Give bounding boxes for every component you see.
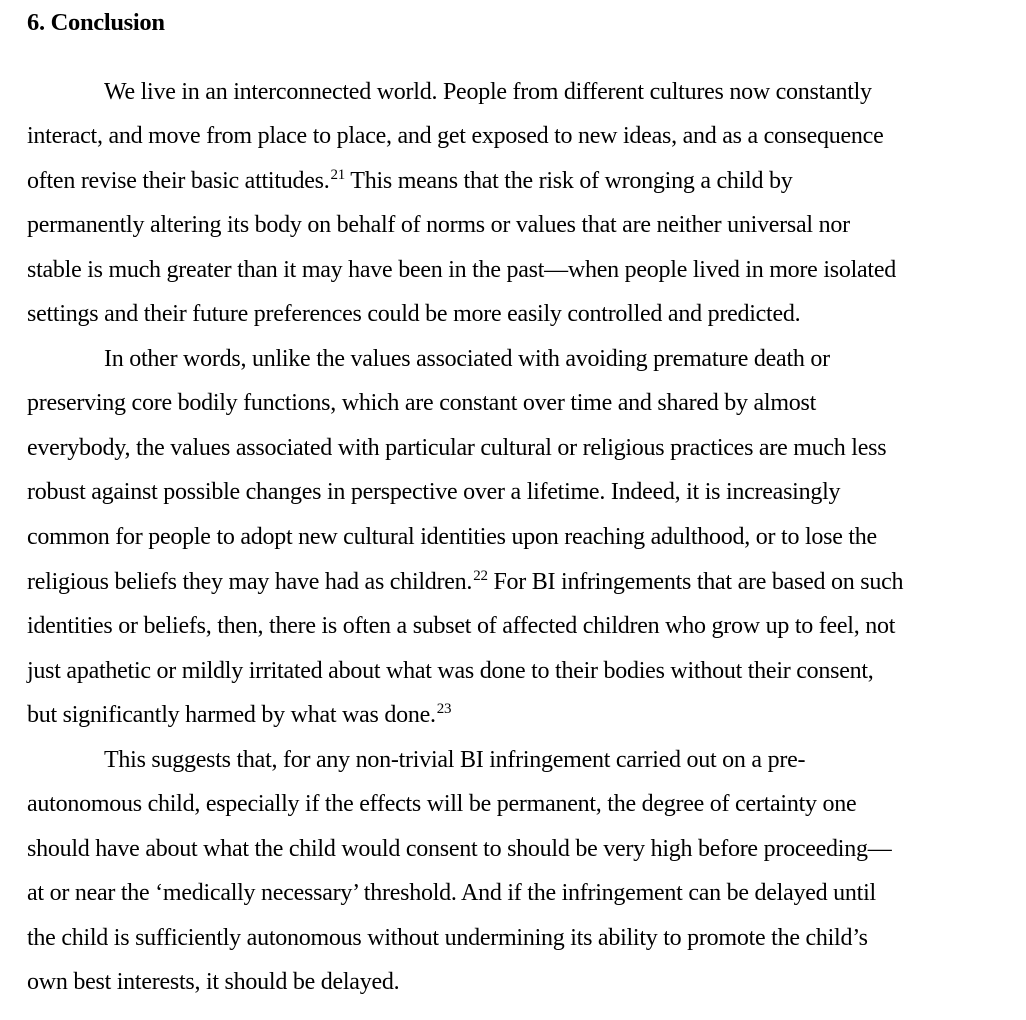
line-text: but significantly harmed by what was done. [27, 702, 436, 728]
footnote-ref: 21 [330, 167, 345, 183]
text-line: own best interests, it should be delayed. [27, 969, 400, 995]
text-line: interact, and move from place to place, and get exposed to new ideas, and as a consequence [27, 123, 884, 149]
text-line: permanently altering its body on behalf of norms or values that are neither universal nor [27, 212, 850, 238]
footnote-ref: 22 [473, 568, 488, 584]
text-line [27, 166, 792, 196]
line-text: religious beliefs they may have had as children. [27, 569, 473, 595]
text-line [27, 567, 903, 597]
text-line: robust against possible changes in perspective over a lifetime. Indeed, it is increasingly [27, 479, 841, 505]
line-text-after-note: For BI infringements that are based on such [487, 569, 904, 595]
text-line: In other words, unlike the values associated with avoiding premature death or [104, 346, 830, 372]
text-line: just apathetic or mildly irritated about what was done to their bodies without their consent, [27, 658, 874, 684]
text-line: at or near the ‘medically necessary’ threshold. And if the infringement can be delayed until [27, 880, 876, 906]
text-line [27, 700, 451, 730]
line-text-after-note: This means that the risk of wronging a child by [344, 168, 793, 194]
text-line: everybody, the values associated with particular cultural or religious practices are much less [27, 435, 887, 461]
section-heading: 6. Conclusion [27, 9, 165, 36]
text-line: preserving core bodily functions, which are constant over time and shared by almost [27, 390, 817, 416]
text-line: settings and their future preferences could be more easily controlled and predicted. [27, 301, 801, 327]
text-line: identities or beliefs, then, there is often a subset of affected children who grow up to feel, not [27, 613, 896, 639]
text-line: the child is sufficiently autonomous without undermining its ability to promote the child’s [27, 925, 868, 951]
footnote-ref: 23 [436, 701, 452, 717]
text-line: This suggests that, for any non-trivial BI infringement carried out on a pre- [104, 747, 806, 773]
text-line: should have about what the child would consent to should be very high before proceeding— [27, 836, 892, 862]
text-line: stable is much greater than it may have been in the past—when people lived in more isolated [27, 257, 896, 283]
text-line: common for people to adopt new cultural identities upon reaching adulthood, or to lose the [27, 524, 877, 550]
text-line: We live in an interconnected world. People from different cultures now constantly [104, 79, 872, 105]
text-line: autonomous child, especially if the effects will be permanent, the degree of certainty one [27, 791, 857, 817]
line-text: often revise their basic attitudes. [27, 168, 330, 194]
